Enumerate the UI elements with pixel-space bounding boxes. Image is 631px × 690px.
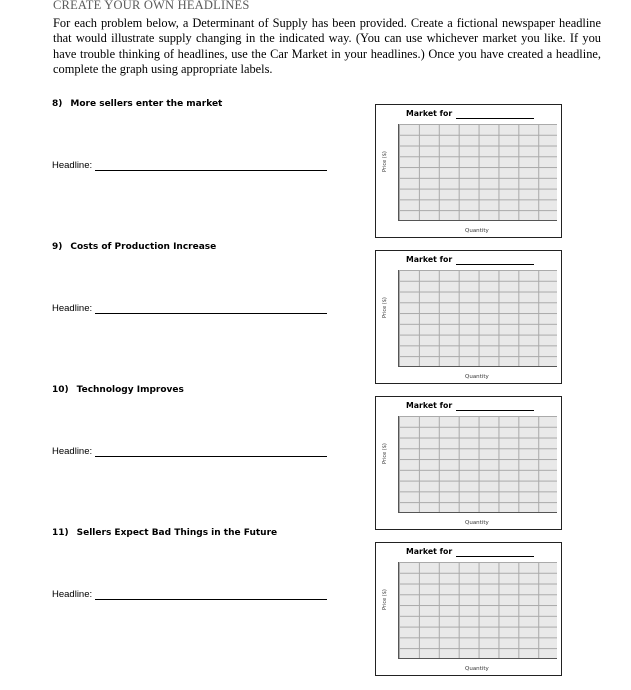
problem-number: 11) (52, 528, 69, 538)
problem-number: 9) (52, 242, 63, 252)
problem-title: Costs of Production Increase (70, 242, 217, 252)
graph-10 (375, 396, 562, 530)
graph-9 (375, 250, 562, 384)
graph-grid[interactable] (398, 416, 557, 513)
graph-y-axis-label: Price ($) (382, 297, 388, 318)
headline-blank-line[interactable] (95, 456, 327, 457)
problem-title: Technology Improves (76, 385, 184, 395)
graph-title: Market for (406, 401, 453, 410)
graph-11 (375, 542, 562, 676)
headline-label: Headline: (52, 589, 93, 600)
headline-field-11[interactable] (52, 589, 327, 603)
headline-label: Headline: (52, 446, 93, 457)
graph-grid[interactable] (398, 562, 557, 659)
headline-blank-line[interactable] (95, 313, 327, 314)
headline-blank-line[interactable] (95, 599, 327, 600)
instructions-paragraph: For each problem below, a Determinant of Supply has been provided. Create a fictional newspaper headline that would illustrate supply changing in the indicated way. (You can use whichever market you like. If you have trouble thinking of headlines, use the Car Market in your headlines.) Once you have created a headline, complete the graph using appropriate labels. (53, 16, 601, 76)
graph-y-axis-label: Price ($) (382, 151, 388, 172)
market-blank-line[interactable] (456, 118, 534, 119)
market-blank-line[interactable] (456, 556, 534, 557)
problem-11 (52, 528, 277, 538)
problem-8 (52, 99, 222, 109)
graph-x-axis-label: Quantity (465, 374, 489, 380)
graph-y-axis-label: Price ($) (382, 589, 388, 610)
graph-grid[interactable] (398, 270, 557, 367)
graph-grid[interactable] (398, 124, 557, 221)
graph-title: Market for (406, 547, 453, 556)
headline-blank-line[interactable] (95, 170, 327, 171)
problem-number: 8) (52, 99, 63, 109)
graph-x-axis-label: Quantity (465, 666, 489, 672)
headline-field-10[interactable] (52, 446, 327, 460)
problem-number: 10) (52, 385, 69, 395)
problem-10 (52, 385, 184, 395)
graph-y-axis-label: Price ($) (382, 443, 388, 464)
graph-x-axis-label: Quantity (465, 520, 489, 526)
market-blank-line[interactable] (456, 264, 534, 265)
headline-label: Headline: (52, 160, 93, 171)
graph-title: Market for (406, 109, 453, 118)
headline-field-8[interactable] (52, 160, 327, 174)
headline-label: Headline: (52, 303, 93, 314)
headline-field-9[interactable] (52, 303, 327, 317)
problem-9 (52, 242, 216, 252)
page-heading: CREATE YOUR OWN HEADLINES (53, 0, 250, 12)
graph-title: Market for (406, 255, 453, 264)
problem-title: Sellers Expect Bad Things in the Future (76, 528, 278, 538)
problem-title: More sellers enter the market (70, 99, 223, 109)
graph-x-axis-label: Quantity (465, 228, 489, 234)
graph-8 (375, 104, 562, 238)
market-blank-line[interactable] (456, 410, 534, 411)
